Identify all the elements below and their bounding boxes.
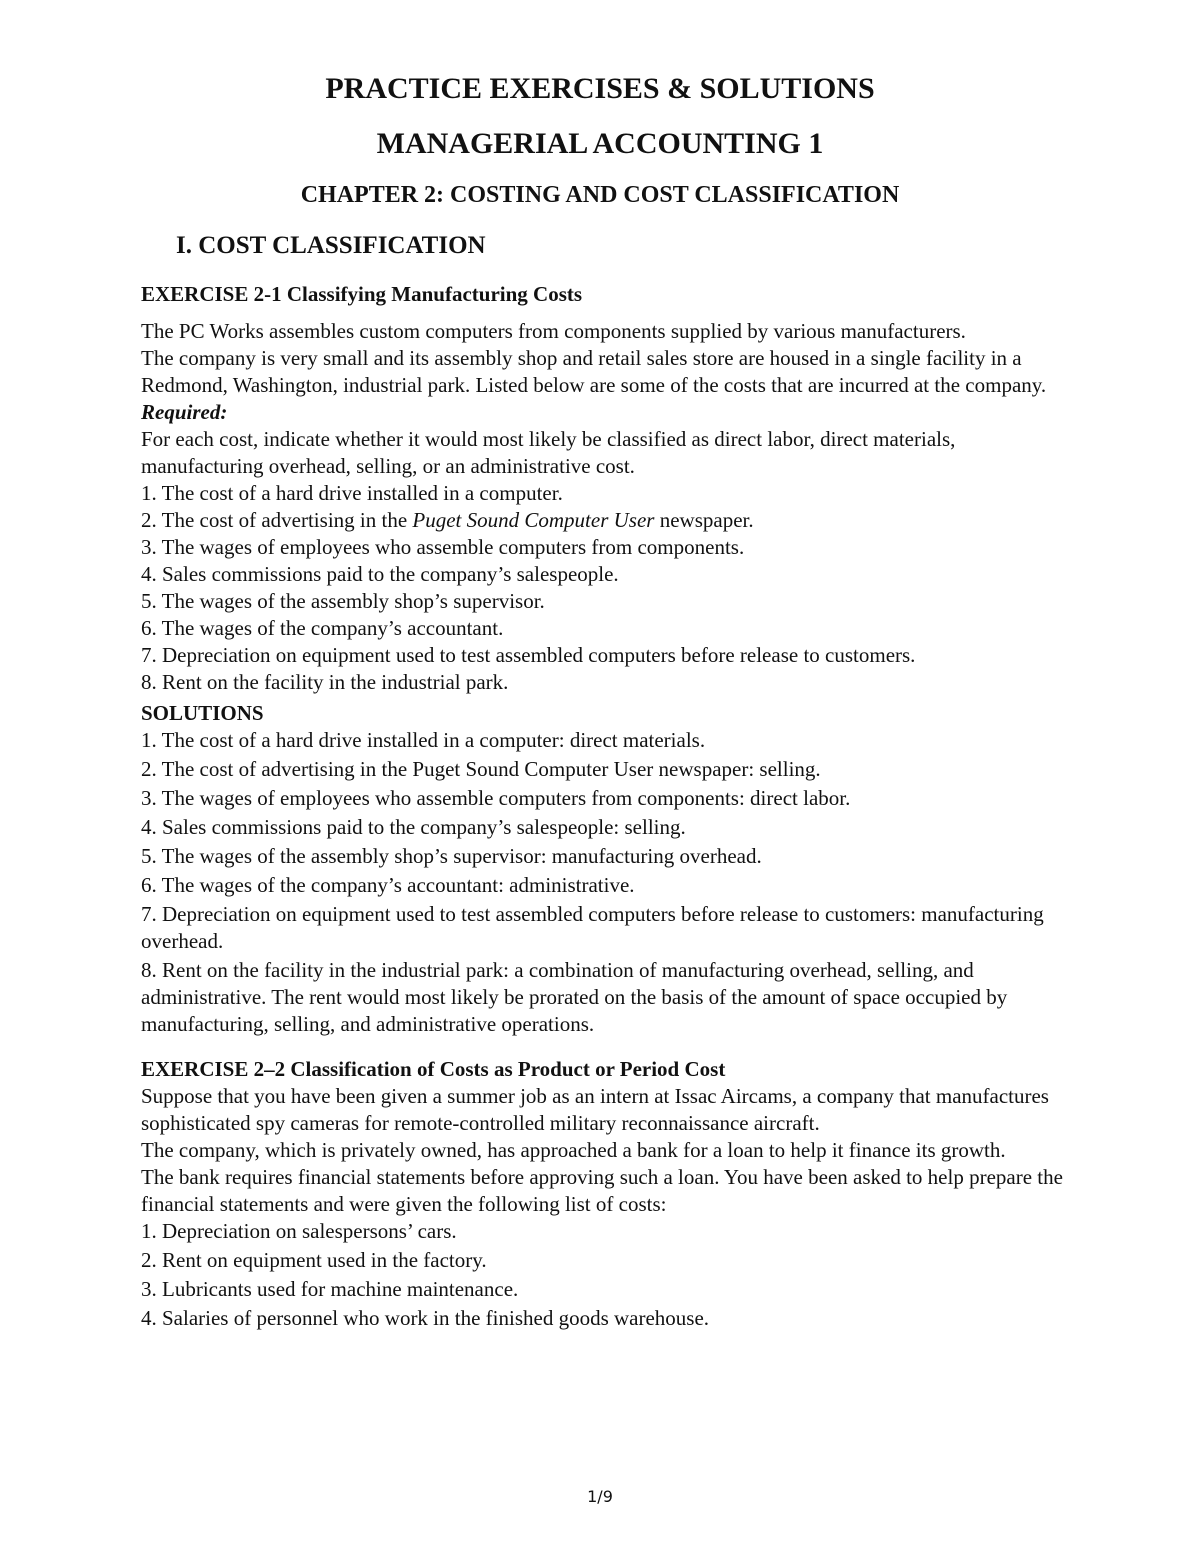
list-item: 4. Salaries of personnel who work in the finished goods warehouse. [141,1306,710,1330]
solution-item: 2. The cost of advertising in the Puget Sound Computer User newspaper: selling. [141,757,821,781]
exercise-1-cost-list [141,480,1071,696]
list-item: 1. Depreciation on salespersons’ cars. [141,1219,457,1243]
solution-item: 3. The wages of employees who assemble computers from components: direct labor. [141,786,851,810]
solution-item: 1. The cost of a hard drive installed in a computer: direct materials. [141,728,706,752]
list-item: 5. The wages of the assembly shop’s supervisor. [141,589,545,613]
solution-item: 7. Depreciation on equipment used to test assembled computers before release to customers: manufacturing overhead. [141,902,1044,953]
solution-item: 6. The wages of the company’s accountant: administrative. [141,873,635,897]
list-item: 3. The wages of employees who assemble computers from components. [141,535,745,559]
document-title: PRACTICE EXERCISES & SOLUTIONS [325,72,875,105]
exercise-2-intro-1: Suppose that you have been given a summer job as an intern at Issac Aircams, a company that manufactures sophisticated spy cameras for remote-controlled military reconnaissance aircraft. [141,1084,1049,1135]
list-item: 4. Sales commissions paid to the company’s salespeople. [141,562,619,586]
list-item: 2. Rent on equipment used in the factory. [141,1248,487,1272]
required-label: Required: [141,400,228,424]
list-item: 7. Depreciation on equipment used to test assembled computers before release to customers. [141,643,916,667]
page-number: 1/9 [587,1487,613,1506]
required-text: For each cost, indicate whether it would most likely be classified as direct labor, direct materials, manufacturing overhead, selling, or an administrative cost. [141,427,956,478]
exercise-2-intro-2: The company, which is privately owned, has approached a bank for a loan to help it finance its growth. [141,1138,1006,1162]
list-item: 8. Rent on the facility in the industrial park. [141,670,509,694]
exercise-1-title: EXERCISE 2-1 Classifying Manufacturing Costs [141,282,583,306]
solutions-title: SOLUTIONS [141,701,264,725]
list-item-text: newspaper. [654,508,754,532]
list-item-text: 2. The cost of advertising in the [141,508,413,532]
exercise-1-intro-2: The company is very small and its assembly shop and retail sales store are housed in a single facility in a Redmond, Washington, industrial park. Listed below are some of the costs that are incurred at the company. [141,346,1047,397]
list-item: 1. The cost of a hard drive installed in a computer. [141,481,563,505]
exercise-1-intro-1: The PC Works assembles custom computers from components supplied by various manufacturers. [141,319,966,343]
solution-item: 5. The wages of the assembly shop’s supervisor: manufacturing overhead. [141,844,762,868]
solutions-list [141,727,1071,1038]
document-body [141,281,1071,1334]
list-item: 6. The wages of the company’s accountant. [141,616,504,640]
list-item: 3. Lubricants used for machine maintenance. [141,1277,519,1301]
exercise-2-title: EXERCISE 2–2 Classification of Costs as Product or Period Cost [141,1057,726,1081]
publication-name: Puget Sound Computer User [412,508,655,532]
solution-item: 8. Rent on the facility in the industrial park: a combination of manufacturing overhead, selling, and administrative. The rent would most likely be prorated on the basis of the amount of space occupied by manufacturing, selling, and administrative operations. [141,958,1008,1036]
document-subtitle: MANAGERIAL ACCOUNTING 1 [376,127,824,160]
exercise-2-cost-list [141,1218,1071,1332]
chapter-title: CHAPTER 2: COSTING AND COST CLASSIFICATION [300,182,900,208]
section-title: I. COST CLASSIFICATION [176,232,486,259]
exercise-2-intro-3: The bank requires financial statements before approving such a loan. You have been asked to help prepare the financial statements and were given the following list of costs: [141,1165,1063,1216]
list-item [141,507,1071,534]
solution-item: 4. Sales commissions paid to the company’s salespeople: selling. [141,815,686,839]
